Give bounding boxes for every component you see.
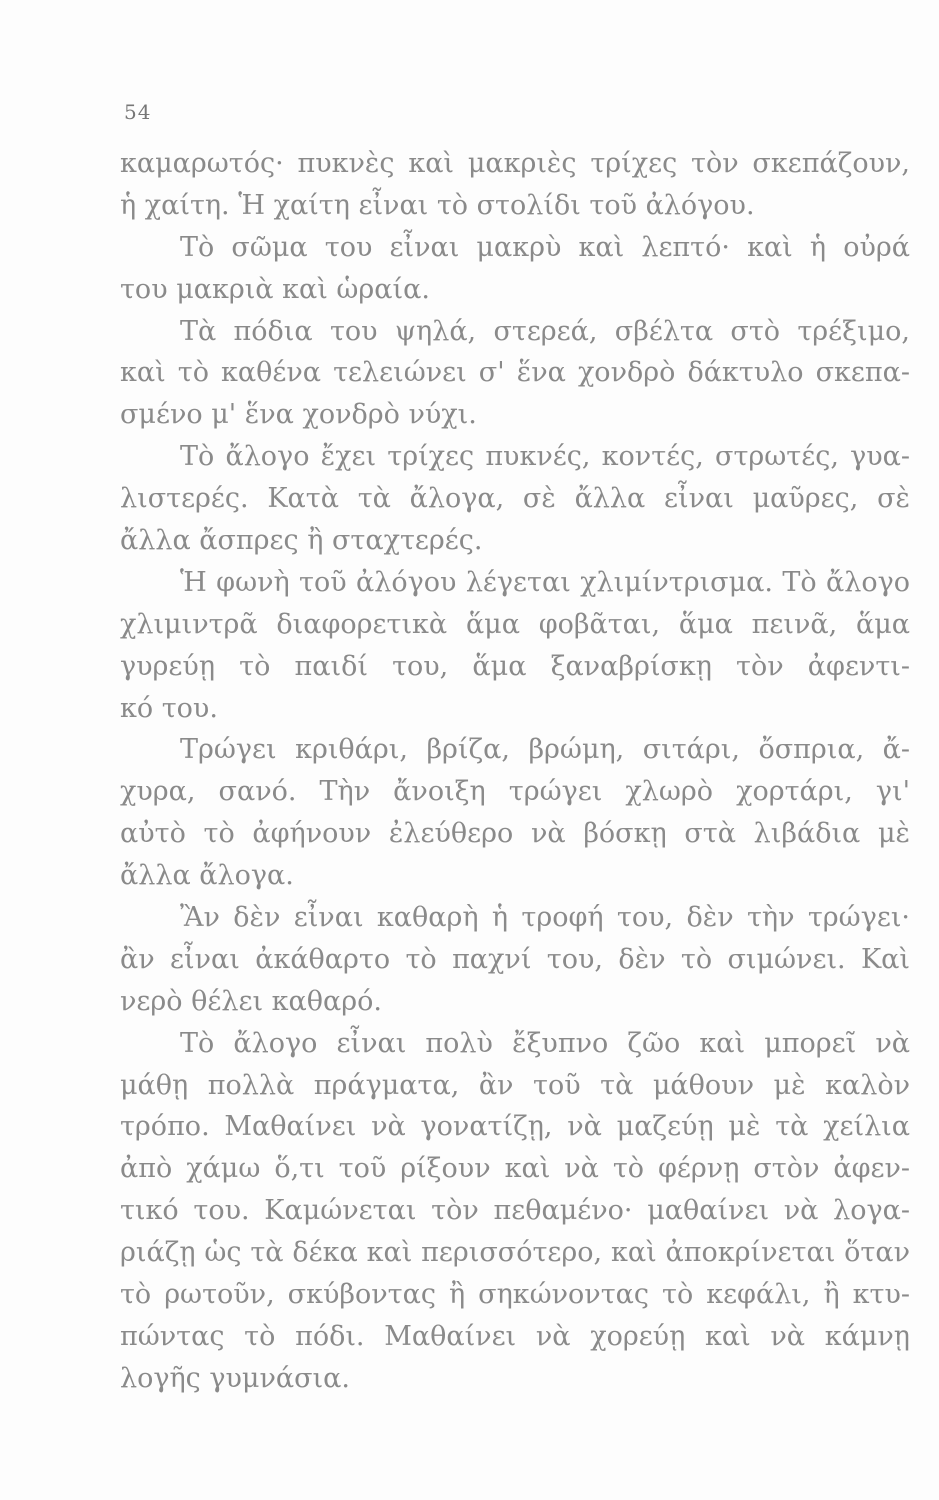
text-line: σμένο μ' ἕνα χονδρὸ νύχι.: [120, 399, 477, 431]
text-line: Τὸ σῶμα του εἶναι μακρὺ καὶ λεπτό· καὶ ἡ οὐρά: [180, 231, 910, 263]
page-number: 54: [124, 100, 152, 124]
text-line: χυρα, σανό. Τὴν ἄνοιξη τρώγει χλωρὸ χορτάρι, γι': [120, 776, 910, 808]
text-line: ἀπὸ χάμω ὅ,τι τοῦ ρίξουν καὶ νὰ τὸ φέρνῃ στὸν ἀφεν-: [120, 1153, 910, 1185]
text-line: Τὰ πόδια του ψηλά, στερεά, σβέλτα στὸ τρέξιμο,: [180, 315, 910, 347]
text-line: νερὸ θέλει καθαρό.: [120, 985, 382, 1017]
text-line: τρόπο. Μαθαίνει νὰ γονατίζῃ, νὰ μαζεύῃ μὲ τὰ χείλια: [120, 1111, 910, 1143]
body-text: [120, 143, 910, 1400]
text-line: ἂν εἶναι ἀκάθαρτο τὸ παχνί του, δὲν τὸ σιμώνει. Καὶ: [120, 943, 910, 975]
text-line: ἄλλα ἄσπρες ἢ σταχτερές.: [120, 525, 483, 557]
text-line: κό του.: [120, 692, 218, 724]
text-line: Ἂν δὲν εἶναι καθαρὴ ἡ τροφή του, δὲν τὴν τρώγει·: [180, 902, 910, 934]
text-line: ἄλλα ἄλογα.: [120, 860, 294, 892]
text-line: του μακριὰ καὶ ὡραία.: [120, 273, 430, 305]
text-line: καὶ τὸ καθένα τελειώνει σ' ἕνα χονδρὸ δάκτυλο σκεπα-: [120, 357, 910, 389]
text-line: τὸ ρωτοῦν, σκύβοντας ἢ σηκώνοντας τὸ κεφάλι, ἢ κτυ-: [120, 1279, 910, 1311]
text-line: λιστερές. Κατὰ τὰ ἄλογα, σὲ ἄλλα εἶναι μαῦρες, σὲ: [120, 483, 910, 515]
text-line: μάθῃ πολλὰ πράγματα, ἂν τοῦ τὰ μάθουν μὲ καλὸν: [120, 1069, 910, 1101]
text-line: Τρώγει κριθάρι, βρίζα, βρώμη, σιτάρι, ὄσπρια, ἄ-: [180, 734, 910, 766]
text-line: τικό του. Καμώνεται τὸν πεθαμένο· μαθαίνει νὰ λογα-: [120, 1195, 910, 1227]
text-line: γυρεύῃ τὸ παιδί του, ἅμα ξαναβρίσκῃ τὸν ἀφεντι-: [120, 650, 910, 682]
text-line: Τὸ ἄλογο ἔχει τρίχες πυκνές, κοντές, στρωτές, γυα-: [180, 441, 910, 473]
text-line: Τὸ ἄλογο εἶναι πολὺ ἔξυπνο ζῶο καὶ μπορεῖ νὰ: [180, 1027, 910, 1059]
text-line: αὐτὸ τὸ ἀφήνουν ἐλεύθερο νὰ βόσκῃ στὰ λιβάδια μὲ: [120, 818, 910, 850]
text-line: Ἡ φωνὴ τοῦ ἀλόγου λέγεται χλιμίντρισμα. Τὸ ἄλογο: [180, 566, 910, 598]
text-line: πώντας τὸ πόδι. Μαθαίνει νὰ χορεύῃ καὶ νὰ κάμνῃ: [120, 1320, 910, 1352]
text-line: χλιμιντρᾶ διαφορετικὰ ἅμα φοβᾶται, ἅμα πεινᾶ, ἅμα: [120, 608, 910, 640]
text-line: ἡ χαίτη. Ἡ χαίτη εἶναι τὸ στολίδι τοῦ ἀλόγου.: [120, 189, 755, 221]
text-line: καμαρωτός· πυκνὲς καὶ μακριὲς τρίχες τὸν σκεπάζουν,: [120, 148, 910, 179]
text-line: λογῆς γυμνάσια.: [120, 1362, 350, 1394]
text-line: ριάζῃ ὡς τὰ δέκα καὶ περισσότερο, καὶ ἀποκρίνεται ὅταν: [120, 1237, 910, 1269]
